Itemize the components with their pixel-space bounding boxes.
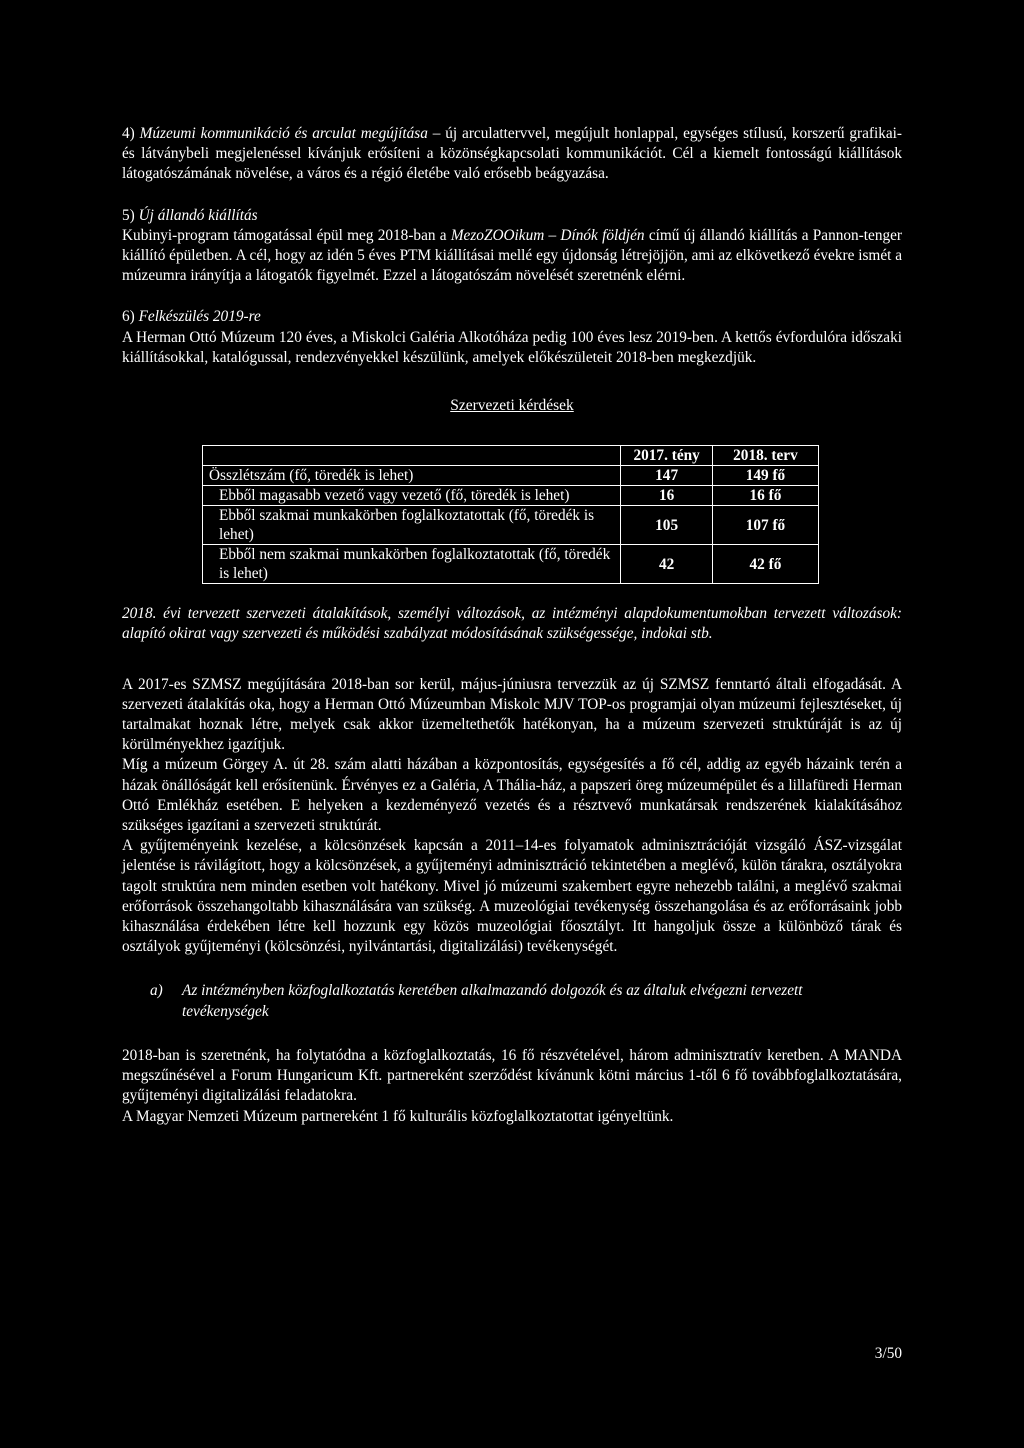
row-label: Összlétszám (fő, töredék is lehet) [203,466,621,486]
section-4-text: – új arculattervvel, megújult honlappal, egységes stílusú, korszerű grafikai- és látványbeli megjelenéssel kívánjuk erősíteni a közönségkapcsolati kommunikációt. Cél a kiemelt fontosságú kiállítások látogatószámának növelése, a város és a régió életébe való erősebb beágyazása. [122,125,903,183]
item-a-text: Az intézményben közfoglalkoztatás keretében alkalmazandó dolgozók és az általuk elvégezni tervezett tevékenységek [182,982,803,1020]
row-label: Ebből magasabb vezető vagy vezető (fő, töredék is lehet) [203,486,621,506]
row-value-2017: 105 [621,506,713,545]
row-value-2018: 16 fő [712,486,818,506]
row-value-2018: 107 fő [712,506,818,545]
section-5-text-b: című új állandó kiállítás a Pannon-tenger kiállító épületben. A cél, hogy az idén 5 éves PTM kiállításai mellé egy újdonság létrejöjjön, ami az elkövetkező évekre ismét a múzeumra irányítja a látogatók figyelmét. Ezzel a látogatószám növelését szeretnénk elérni. [122,226,902,285]
section-5-title: Új állandó kiállítás [138,206,258,224]
org-paragraph-2: Míg a múzeum Görgey A. út 28. szám alatti házában a központosítás, egységesítés a fő cél, addig az egyéb házaink terén a házak önállóságát kell erősítenünk. Érvényes ez a Galéria, A Thália-ház, a papszeri öreg múzeumépület és a lillafüredi Herman Ottó Emlékház esetében. E helyeken a kezdeményező vezetés és a résztvevő munkatársak rendszerének kialakításához szükséges igazítani a szervezeti struktúrát. [122,756,902,835]
table-row [203,486,819,506]
table-row [203,506,819,545]
section-5-text-a: Kubinyi-program támogatással épül meg 2018-ban a [122,226,451,244]
row-value-2018: 149 fő [712,466,818,486]
table-row [203,545,819,584]
document-page [122,124,902,1127]
row-value-2017: 16 [621,486,713,506]
section-6-body: A Herman Ottó Múzeum 120 éves, a Miskolci Galéria Alkotóháza pedig 100 éves lesz 2019-ben. A kettős évfordulóra időszaki kiállításokkal, katalógussal, rendezvényekkel készülünk, amelyek előkészületeit 2018-ben megkezdjük. [122,328,902,366]
section-4-number: 4) [122,125,140,142]
org-heading: Szervezeti kérdések [450,397,574,415]
section-4-title: Múzeumi kommunikáció és arculat megújítása [139,125,428,142]
section-6-heading [122,307,902,327]
row-value-2017: 42 [621,545,713,584]
section-6-title: Felkészülés 2019-re [138,308,261,326]
row-value-2017: 147 [621,466,713,486]
section-6-number: 6) [122,308,139,326]
section-4 [122,124,902,185]
row-value-2018: 42 fő [712,545,818,584]
item-a-marker: a) [150,982,163,1000]
section-5-heading [122,206,902,226]
closing-paragraph-1: 2018-ban is szeretnénk, ha folytatódna a közfoglalkoztatás, 16 fő részvételével, három adminisztratív keretben. A MANDA megszűnésével a Forum Hungaricum Kft. partnereként szerződést kívánunk kötni március 1-től 6 fő továbbfoglalkoztatására, gyűjteményi digitalizálási feladatokra. [122,1046,902,1105]
page-number: 3/50 [874,1345,902,1362]
closing-paragraph-2: A Magyar Nemzeti Múzeum partnereként 1 fő kulturális közfoglalkoztatottat igényeltünk. [122,1107,674,1125]
org-question-text: 2018. évi tervezett szervezeti átalakítások, személyi változások, az intézményi alapdokumentumokban tervezett változások: alapító okirat vagy szervezeti és működési szabályzat módosításának szükségessége, indokai stb. [122,605,902,643]
row-label: Ebből szakmai munkakörben foglalkoztatottak (fő, töredék is lehet) [203,506,621,545]
staff-table [202,445,819,584]
col-2017-header: 2017. tény [621,446,713,466]
section-5-number: 5) [122,206,139,224]
table-header-row [203,446,819,466]
section-5-body [122,226,902,287]
col-2018-header: 2018. terv [712,446,818,466]
org-paragraph-3: A gyűjteményeink kezelése, a kölcsönzések kapcsán a 2011–14-es folyamatok adminisztrációját vizsgáló ÁSZ-vizsgálat jelentése is rávilágított, hogy a kölcsönzések, a gyűjteményi adminisztráció tekintetében a meglévő, külön tárakra, osztályokra tagolt struktúra nem minden esetben volt hatékony. Mivel jó múzeumi szakembert egyre nehezebb találni, a meglévő szakmai erőforrások összehangoltabb kihasználására van szükség. A muzeológiai tevékenység összehangolása és az erőforrásaink jobb kihasználása érdekében létre kell hozzunk egy közös muzeológiai főosztályt. Itt hangoljuk össze a különböző tárak és osztályok gyűjteményi (kölcsönzési, nyilvántartási, digitalizálási) tevékenységét. [122,837,902,956]
org-question [122,604,902,644]
table-row [203,466,819,486]
exhibition-title: MezoZOOikum – Dínók földjén [450,226,645,244]
table-header-empty [203,446,621,466]
org-paragraph-1: A 2017-es SZMSZ megújítására 2018-ban sor kerül, május-júniusra tervezzük az új SZMSZ fenntartó általi elfogadását. A szervezeti átalakítás oka, hogy a Herman Ottó Múzeumban Miskolc MJV TOP-os programjai olyan múzeumi fejlesztéseket, új tartalmakat hoznak létre, melyek csak akkor üzemeltethetők hatékonyan, ha a múzeum szervezeti struktúráját is az új körülményekhez igazítjuk. [122,675,902,754]
item-a [122,981,902,1021]
row-label: Ebből nem szakmai munkakörben foglalkoztatottak (fő, töredék is lehet) [203,545,621,584]
